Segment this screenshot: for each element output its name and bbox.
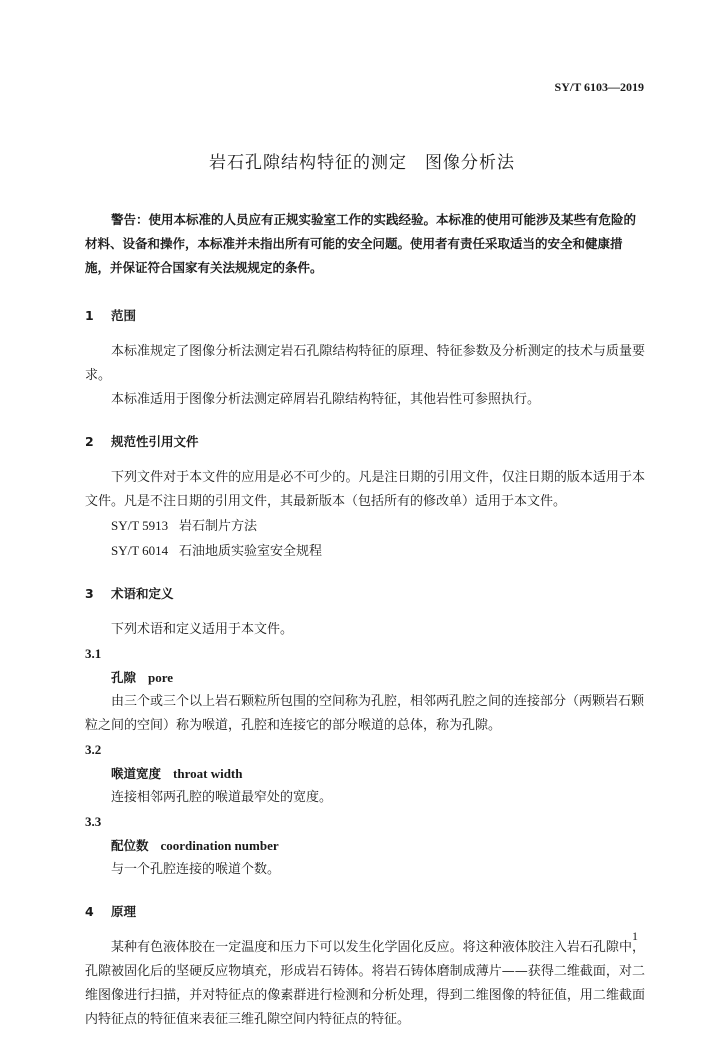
paragraph: 本标准适用于图像分析法测定碎屑岩孔隙结构特征，其他岩性可参照执行。 bbox=[111, 392, 541, 407]
term-en: pore bbox=[148, 670, 174, 685]
section-principle bbox=[85, 900, 645, 1032]
paragraph: 某种有色液体胶在一定温度和压力下可以发生化学固化反应。将这种液体胶注入岩石孔隙中，孔隙被固化后的坚硬反应物填充，形成岩石铸体。将岩石铸体磨制成薄片——获得二维截面，对二维图像进行扫描，并对特征点的像素群进行检测和分析处理，得到二维图像的特征值，用二维截面内特征点的特征值来表征三维孔隙空间内特征点的特征。 bbox=[85, 940, 645, 1027]
paragraph: 下列文件对于本文件的应用是必不可少的。凡是注日期的引用文件，仅注日期的版本适用于本文件。凡是不注日期的引用文件，其最新版本（包括所有的修改单）适用于本文件。 bbox=[85, 470, 645, 509]
term-en: coordination number bbox=[160, 838, 279, 853]
term-definition: 连接相邻两孔腔的喉道最窄处的宽度。 bbox=[111, 790, 333, 805]
term-entry bbox=[111, 666, 645, 690]
document-title: 岩石孔隙结构特征的测定 图像分析法 bbox=[209, 153, 515, 173]
warning-paragraph: 警告：使用本标准的人员应有正规实验室工作的实践经验。本标准的使用可能涉及某些有危险的材料、设备和操作，本标准并未指出所有可能的安全问题。使用者有责任采取适当的安全和健康措施，并保证符合国家有关法规规定的条件。 bbox=[85, 212, 637, 275]
section-number: 4 bbox=[85, 904, 94, 919]
reference-item bbox=[111, 539, 645, 564]
term-entry bbox=[111, 834, 645, 858]
paragraph: 本标准规定了图像分析法测定岩石孔隙结构特征的原理、特征参数及分析测定的技术与质量要求。 bbox=[85, 344, 645, 383]
clause-number: 3.2 bbox=[85, 742, 102, 757]
term-zh: 喉道宽度 bbox=[111, 766, 162, 781]
term-definition: 与一个孔腔连接的喉道个数。 bbox=[111, 862, 281, 877]
section-number: 1 bbox=[85, 308, 94, 323]
term-zh: 孔隙 bbox=[111, 670, 137, 685]
reference-code: SY/T 6014 bbox=[111, 543, 169, 558]
section-heading bbox=[85, 304, 645, 328]
standard-number: SY/T 6103—2019 bbox=[554, 80, 644, 94]
section-scope bbox=[85, 304, 645, 412]
section-number: 2 bbox=[85, 434, 94, 449]
reference-code: SY/T 5913 bbox=[111, 518, 169, 533]
reference-name: 石油地质实验室安全规程 bbox=[179, 544, 323, 559]
section-title: 规范性引用文件 bbox=[111, 434, 199, 449]
clause-number: 3.1 bbox=[85, 646, 102, 661]
reference-name: 岩石制片方法 bbox=[179, 519, 258, 534]
reference-item bbox=[111, 514, 645, 539]
section-normative-references bbox=[85, 430, 645, 564]
page-number: 1 bbox=[632, 929, 638, 943]
section-title: 范围 bbox=[111, 308, 137, 323]
section-heading bbox=[85, 430, 645, 454]
document-body bbox=[85, 208, 645, 1050]
term-zh: 配位数 bbox=[111, 838, 149, 853]
section-title: 术语和定义 bbox=[111, 586, 174, 601]
paragraph: 下列术语和定义适用于本文件。 bbox=[111, 622, 294, 637]
section-title: 原理 bbox=[111, 904, 137, 919]
section-heading bbox=[85, 900, 645, 924]
section-heading bbox=[85, 582, 645, 606]
term-definition: 由三个或三个以上岩石颗粒所包围的空间称为孔腔，相邻两孔腔之间的连接部分（两颗岩石颗粒之间的空间）称为喉道，孔腔和连接它的部分喉道的总体，称为孔隙。 bbox=[85, 694, 645, 733]
term-en: throat width bbox=[173, 766, 243, 781]
section-terms bbox=[85, 582, 645, 882]
term-entry bbox=[111, 762, 645, 786]
clause-number: 3.3 bbox=[85, 814, 102, 829]
section-number: 3 bbox=[85, 586, 94, 601]
